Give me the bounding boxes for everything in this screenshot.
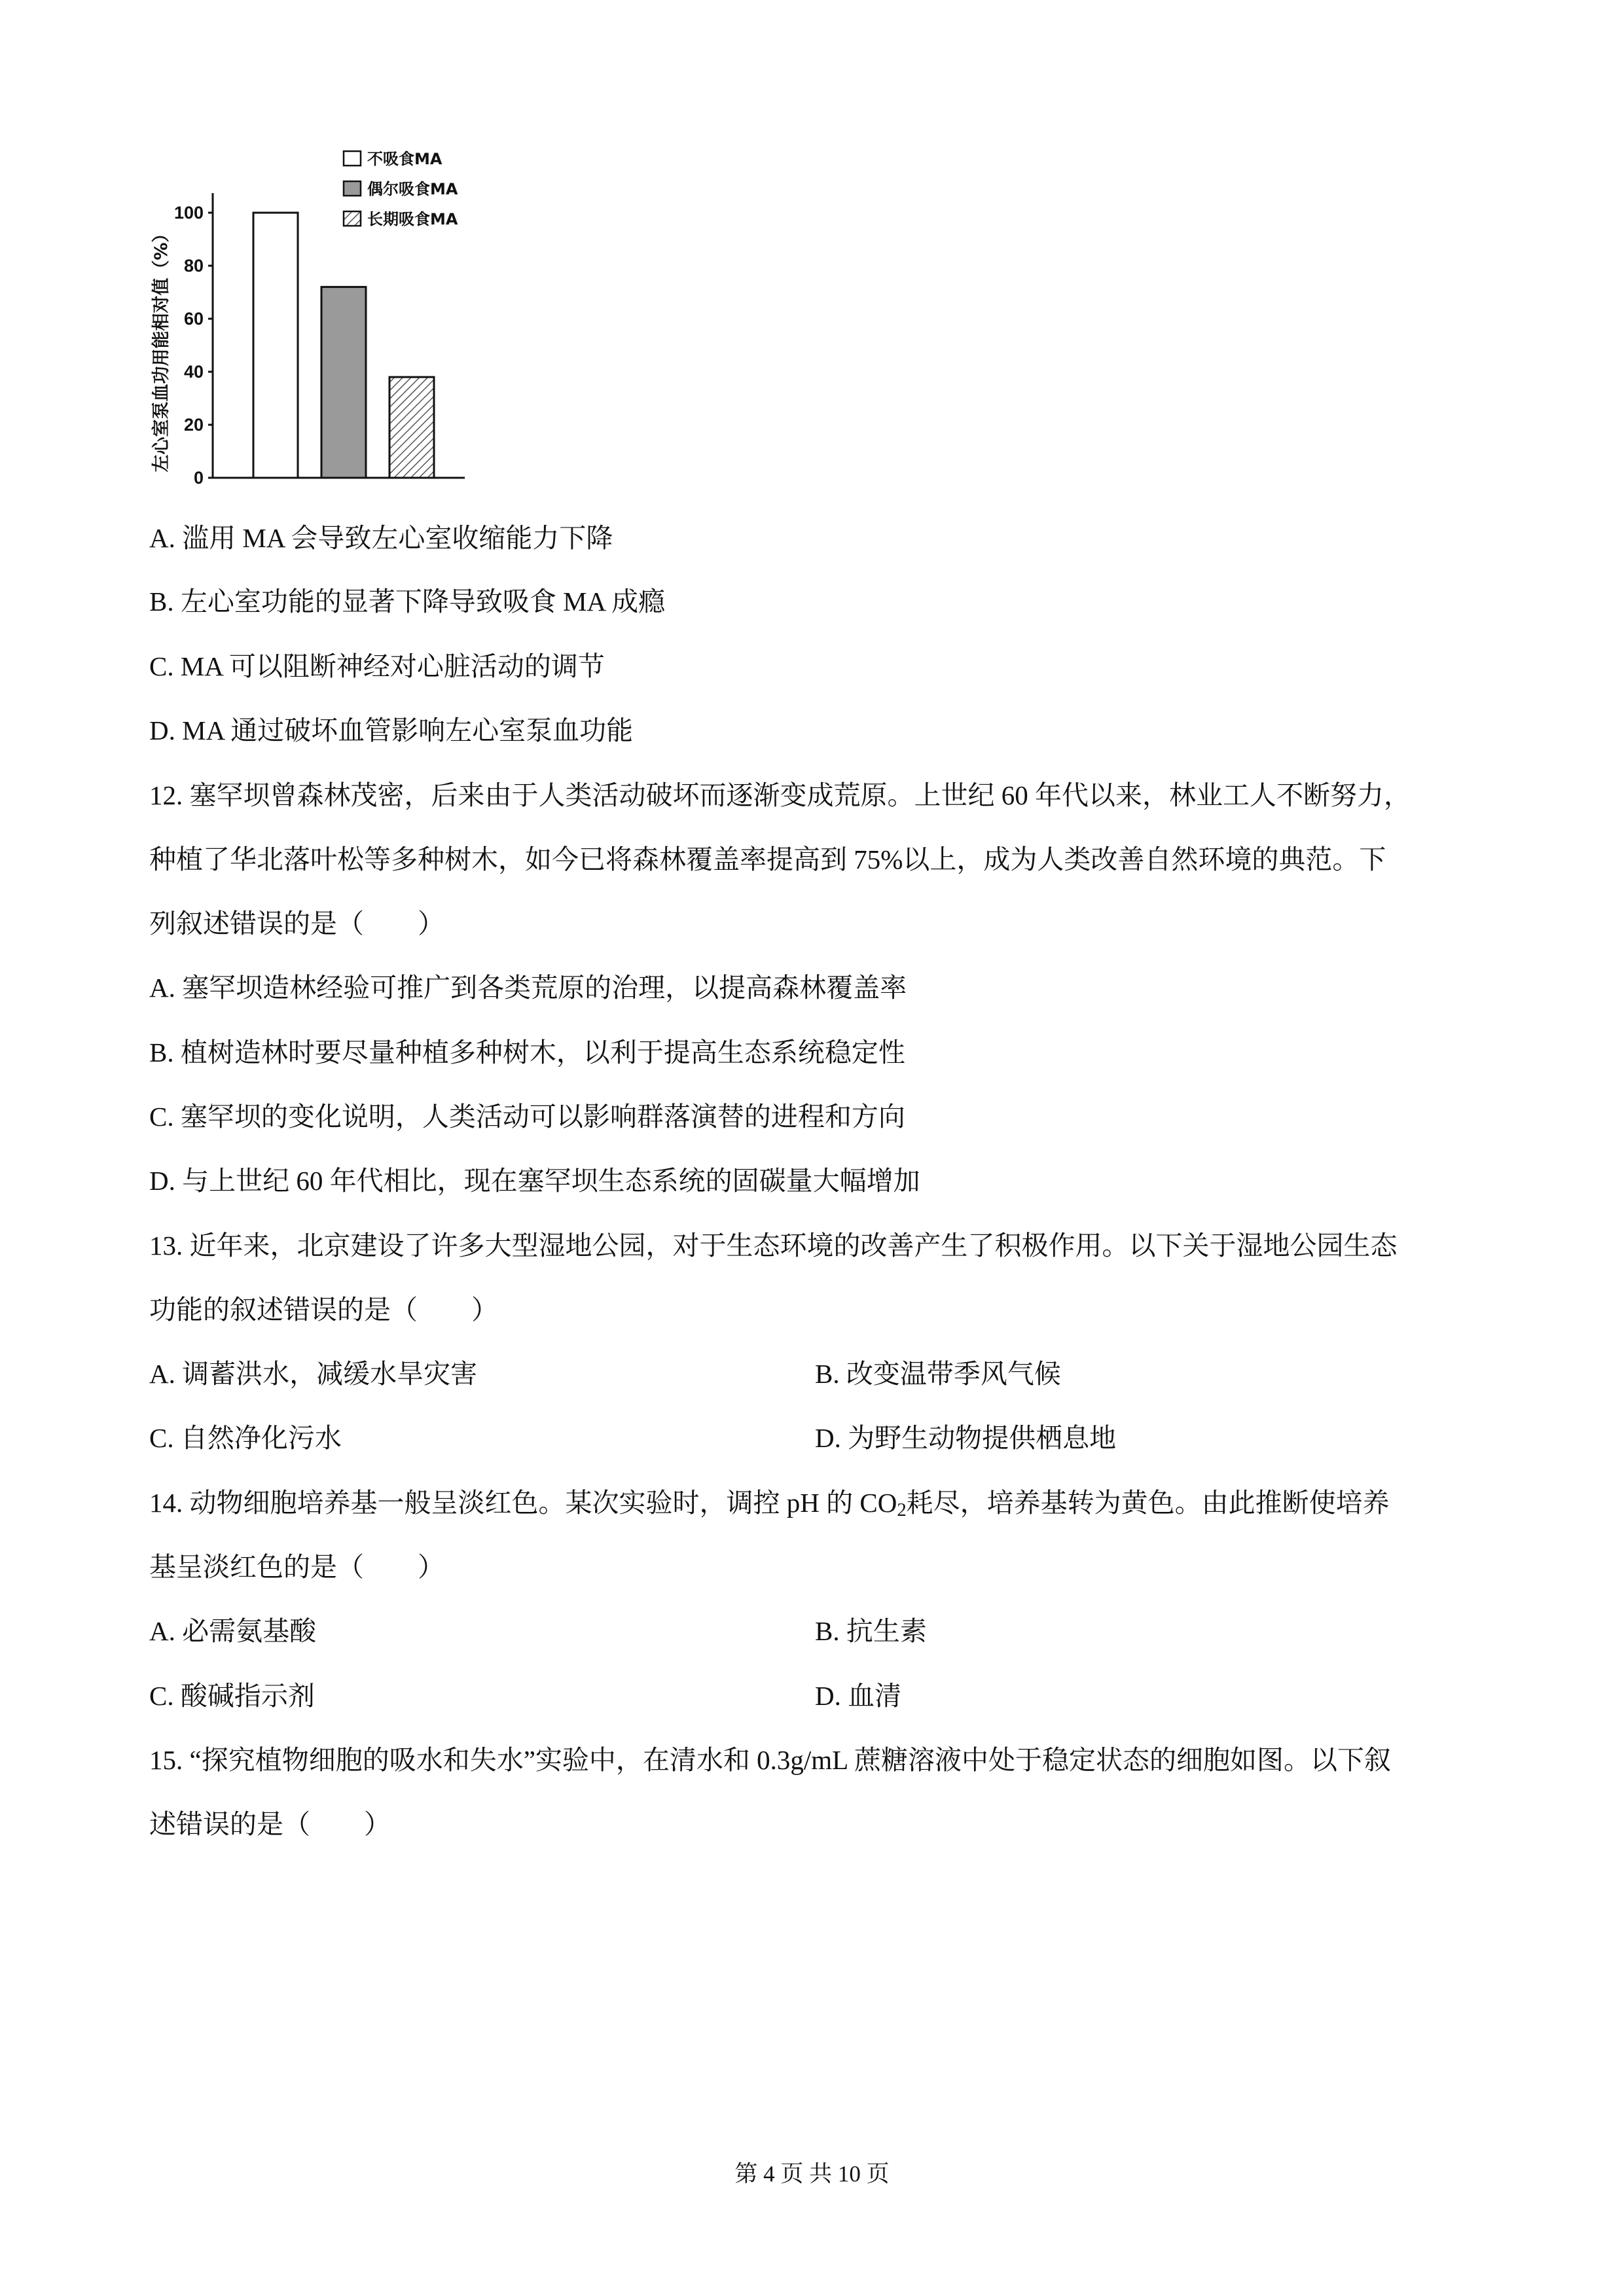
q12-stem-line3: 列叙述错误的是（ ） bbox=[149, 908, 444, 939]
q14-stem-line1 bbox=[149, 1487, 1390, 1518]
q14-option-b: B. 抗生素 bbox=[815, 1616, 927, 1646]
legend-label-2: 偶尔吸食MA bbox=[367, 180, 458, 198]
q14-stem-line2: 基呈淡红色的是（ ） bbox=[149, 1552, 444, 1582]
q13-stem-line1: 13. 近年来，北京建设了许多大型湿地公园，对于生态环境的改善产生了积极作用。以下关于湿地公园生态 bbox=[149, 1230, 1398, 1261]
legend-label-3: 长期吸食MA bbox=[367, 210, 458, 228]
q13-stem-line2: 功能的叙述错误的是（ ） bbox=[149, 1295, 498, 1325]
bar-2 bbox=[321, 287, 366, 478]
q11-option-b: B. 左心室功能的显著下降导致吸食 MA 成瘾 bbox=[149, 586, 666, 617]
q12-stem-line1: 12. 塞罕坝曾森林茂密，后来由于人类活动破坏而逐渐变成荒原。上世纪 60 年代以来，林业工人不断努力， bbox=[149, 780, 1411, 810]
q14-stem-part1: 14. 动物细胞培养基一般呈淡红色。某次实验时，调控 pH 的 CO bbox=[149, 1488, 897, 1518]
bar-chart bbox=[147, 141, 501, 494]
q11-option-c: C. MA 可以阻断神经对心脏活动的调节 bbox=[149, 651, 605, 681]
y-tick-label: 60 bbox=[183, 309, 204, 329]
bar-3 bbox=[389, 377, 434, 478]
q15-stem-line1: 15. “探究植物细胞的吸水和失水”实验中，在清水和 0.3g/mL 蔗糖溶液中处于稳定状态的细胞如图。以下叙 bbox=[149, 1745, 1391, 1775]
y-axis-label: 左心室泵血功用能相对值（%） bbox=[151, 224, 171, 473]
co2-subscript: 2 bbox=[897, 1499, 907, 1520]
q12-option-b: B. 植树造林时要尽量种植多种树木，以利于提高生态系统稳定性 bbox=[149, 1037, 905, 1067]
legend-swatch-2 bbox=[344, 181, 361, 196]
y-tick-label: 0 bbox=[193, 468, 204, 488]
legend-swatch-1 bbox=[344, 151, 361, 166]
page-footer: 第 4 页 共 10 页 bbox=[734, 2161, 890, 2187]
bar-chart-svg bbox=[147, 141, 501, 494]
q13-option-d: D. 为野生动物提供栖息地 bbox=[815, 1423, 1117, 1453]
q15-stem-line2: 述错误的是（ ） bbox=[149, 1809, 391, 1839]
q12-option-d: D. 与上世纪 60 年代相比，现在塞罕坝生态系统的固碳量大幅增加 bbox=[149, 1166, 920, 1196]
q14-option-d: D. 血清 bbox=[815, 1681, 902, 1711]
q12-stem-line2: 种植了华北落叶松等多种树木，如今已将森林覆盖率提高到 75%以上，成为人类改善自然环境的典范。下 bbox=[149, 844, 1386, 874]
q13-option-c: C. 自然净化污水 bbox=[149, 1423, 342, 1453]
q11-option-a: A. 滥用 MA 会导致左心室收缩能力下降 bbox=[149, 523, 613, 553]
q13-option-b: B. 改变温带季风气候 bbox=[815, 1359, 1061, 1389]
bar-1 bbox=[253, 213, 298, 478]
y-tick-label: 100 bbox=[173, 203, 204, 223]
y-tick-label: 80 bbox=[183, 256, 204, 276]
q12-option-c: C. 塞罕坝的变化说明，人类活动可以影响群落演替的进程和方向 bbox=[149, 1102, 905, 1132]
q12-option-a: A. 塞罕坝造林经验可推广到各类荒原的治理，以提高森林覆盖率 bbox=[149, 973, 907, 1003]
legend-swatch-3 bbox=[344, 211, 361, 226]
q11-option-d: D. MA 通过破坏血管影响左心室泵血功能 bbox=[149, 715, 634, 745]
q14-stem-part2: 耗尽，培养基转为黄色。由此推断使培养 bbox=[906, 1488, 1390, 1518]
y-tick-label: 20 bbox=[183, 415, 204, 435]
q14-option-a: A. 必需氨基酸 bbox=[149, 1616, 317, 1646]
q14-option-c: C. 酸碱指示剂 bbox=[149, 1681, 315, 1711]
q13-option-a: A. 调蓄洪水，减缓水旱灾害 bbox=[149, 1359, 478, 1389]
y-tick-label: 40 bbox=[183, 362, 204, 382]
legend-label-1: 不吸食MA bbox=[367, 150, 442, 168]
